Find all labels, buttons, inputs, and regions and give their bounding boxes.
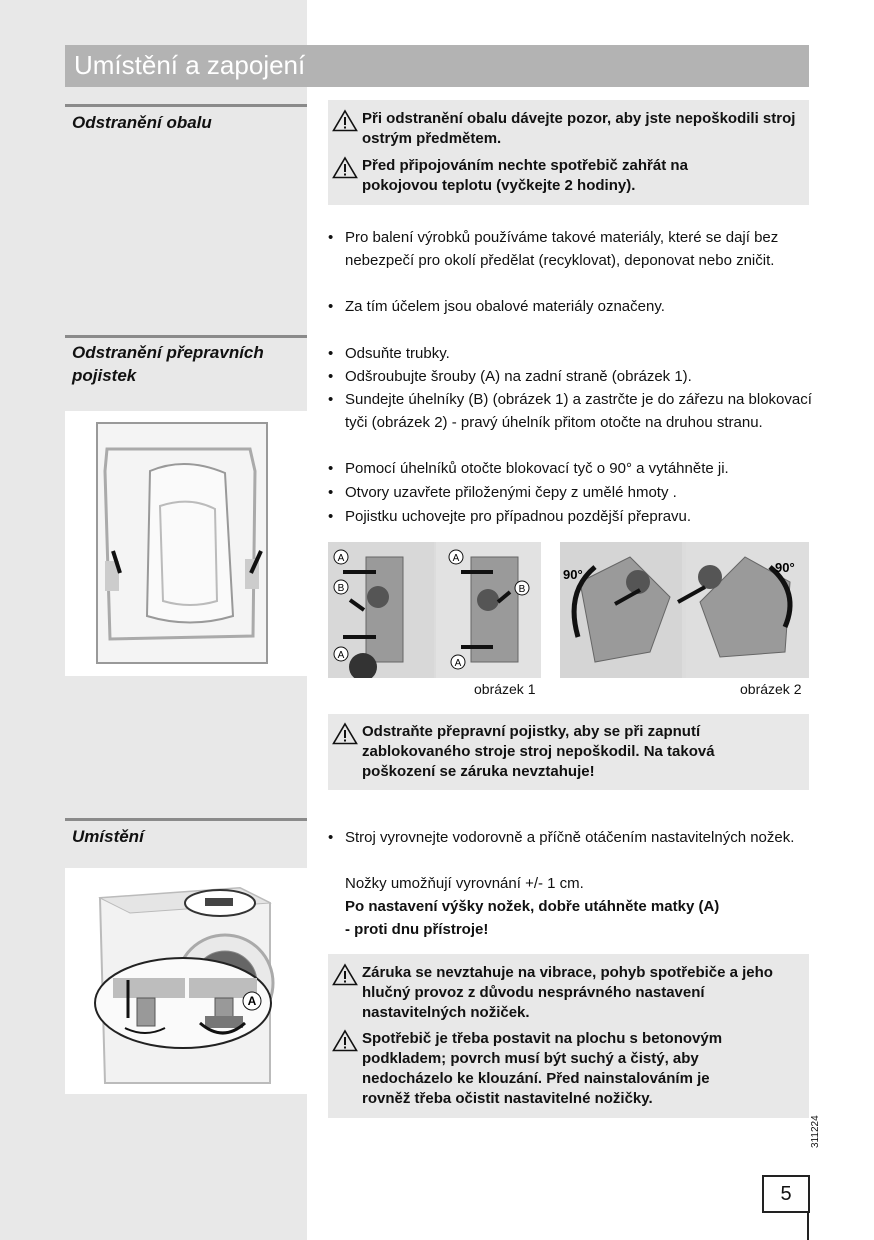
list-item xyxy=(328,505,813,528)
leveling-range-text: Nožky umožňují vyrovnání +/- 1 cm. xyxy=(345,875,584,892)
warning-triangle-icon xyxy=(332,1029,358,1052)
tighten-nuts-text-2: - proti dnu přístroje! xyxy=(345,921,489,938)
list-item-text: Odsuňte trubky. xyxy=(345,345,450,362)
washer-leveling-drawing xyxy=(65,868,307,1094)
washer-back-drawing xyxy=(65,411,307,676)
tighten-nuts-text: Po nastavení výšky nožek, dobře utáhněte matky (A) xyxy=(345,898,720,915)
page-number: 5 xyxy=(762,1175,810,1213)
warning-item xyxy=(332,1029,762,1109)
washer-leveling-illustration xyxy=(65,868,307,1094)
figure-label-b: B xyxy=(518,584,526,595)
warning-box-placement xyxy=(328,954,809,1118)
bullet-icon: • xyxy=(328,829,334,846)
figure-label-a: A xyxy=(452,553,460,564)
bullet-icon: • xyxy=(328,345,334,362)
warning-text: Odstraňte přepravní pojistky, aby se při zapnutí zablokovaného stroje stroj nepoškodil. Na taková poškození se záruka nevztahuje! xyxy=(362,723,715,780)
figure-label-a: A xyxy=(337,650,345,661)
page-number-line xyxy=(807,1211,809,1240)
bullet-icon: • xyxy=(328,508,334,525)
figure-2-illustration xyxy=(560,542,809,678)
section-rule xyxy=(65,335,307,338)
warning-triangle-icon xyxy=(332,156,358,179)
figure-1-caption: obrázek 1 xyxy=(474,681,536,697)
list-item-text: Odšroubujte šrouby (A) na zadní straně (obrázek 1). xyxy=(345,368,692,385)
warning-text: Před připojováním nechte spotřebič zahřát na pokojovou teplotu (vyčkejte 2 hodiny). xyxy=(362,157,688,194)
warning-item xyxy=(332,156,752,196)
angle-label: 90° xyxy=(563,567,583,582)
list-item xyxy=(328,388,813,434)
list-item xyxy=(328,826,813,849)
bullet-icon: • xyxy=(328,391,334,408)
list-item-text: Sundejte úhelníky (B) (obrázek 1) a zastrčte je do zářezu na blokovací tyči (obrázek 2) - pravý úhelník přitom otočte na druhou stranu. xyxy=(345,391,812,431)
section-rule xyxy=(65,818,307,821)
list-item-text: Pojistku uchovejte pro případnou pozdější přepravu. xyxy=(345,508,692,525)
warning-item xyxy=(332,722,772,782)
washer-back-illustration xyxy=(65,411,307,676)
list-item-text: Stroj vyrovnejte vodorovně a příčně otáčením nastavitelných nožek. xyxy=(345,829,795,846)
warning-triangle-icon xyxy=(332,109,358,132)
figure-label-a: A xyxy=(337,553,345,564)
section-heading-transport: Odstranění přepravních pojistek xyxy=(72,343,264,385)
list-item-text: Pro balení výrobků používáme takové materiály, které se dají bez nebezpečí pro okolí předělat (recyklovat), deponovat nebo zničit. xyxy=(345,229,779,269)
figure-label-b: B xyxy=(337,583,345,594)
bullet-icon: • xyxy=(328,368,334,385)
list-item xyxy=(328,365,813,388)
figure-1-drawing xyxy=(328,542,541,678)
list-item xyxy=(328,226,813,272)
title-bar xyxy=(65,45,809,87)
list-item-text: Pomocí úhelníků otočte blokovací tyč o 90° a vytáhněte ji. xyxy=(345,460,729,477)
list-item xyxy=(328,295,813,318)
warning-text: Při odstranění obalu dávejte pozor, aby jste nepoškodili stroj ostrým předmětem. xyxy=(362,110,796,147)
figure-1-illustration xyxy=(328,542,541,678)
bullet-icon: • xyxy=(328,298,334,315)
section-rule xyxy=(65,104,307,107)
warning-item xyxy=(332,963,792,1023)
angle-label: 90° xyxy=(775,560,795,575)
warning-box-unpacking xyxy=(328,100,809,205)
warning-text: Spotřebič je třeba postavit na plochu s betonovým podkladem; povrch musí být suchý a čistý, aby nedocházelo ke klouzání. Před nainstalováním je rovněž třeba očistit nastavitelné nožičky. xyxy=(362,1030,723,1107)
bullet-icon: • xyxy=(328,229,334,246)
figure-label-a: A xyxy=(247,994,257,1008)
figure-2-caption: obrázek 2 xyxy=(740,681,802,697)
bullet-icon: • xyxy=(328,484,334,501)
list-item xyxy=(328,342,813,365)
warning-box-transport xyxy=(328,714,809,790)
list-item xyxy=(328,481,813,504)
section-heading-unpacking: Odstranění obalu xyxy=(72,113,212,132)
warning-triangle-icon xyxy=(332,963,358,986)
warning-triangle-icon xyxy=(332,722,358,745)
bullet-icon: • xyxy=(328,460,334,477)
section-heading-placement: Umístění xyxy=(72,827,144,846)
warning-text: Záruka se nevztahuje na vibrace, pohyb spotřebiče a jeho hlučný provoz z důvodu nesprávného nastavení nastavitelných nožiček. xyxy=(362,964,773,1021)
document-id: 311224 xyxy=(810,1115,821,1148)
warning-item xyxy=(332,109,807,149)
list-item-text: Otvory uzavřete přiloženými čepy z umělé hmoty . xyxy=(345,484,677,501)
page-title: Umístění a zapojení xyxy=(74,50,306,80)
list-item xyxy=(328,457,813,480)
figure-2-drawing xyxy=(560,542,809,678)
figure-label-a: A xyxy=(454,658,462,669)
list-item-text: Za tím účelem jsou obalové materiály označeny. xyxy=(345,298,665,315)
